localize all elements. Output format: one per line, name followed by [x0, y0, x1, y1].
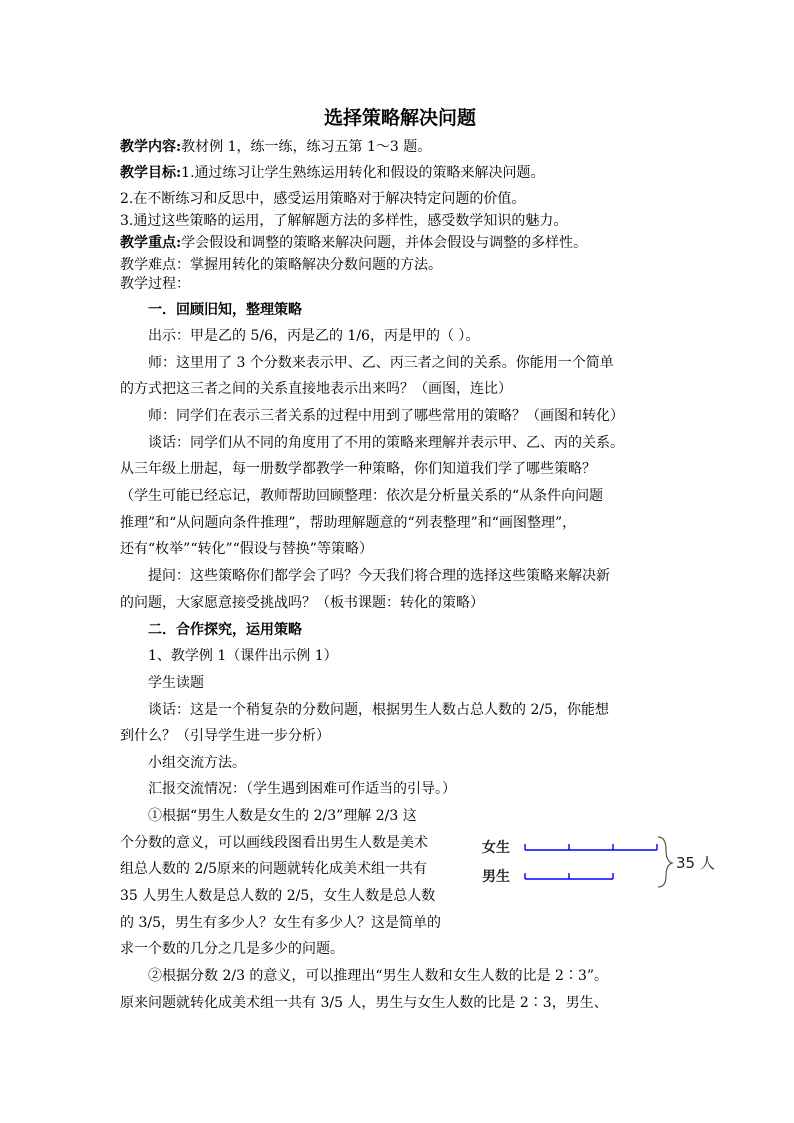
- paragraph-4-line-1: 谈话：同学们从不同的角度用了不用的策略来理解并表示甲、乙、丙的关系。: [148, 435, 624, 451]
- paragraph-2-line-2: 的方式把这三者之间的关系直接地表示出来吗？（画图，连比）: [120, 381, 512, 397]
- paragraph-4-line-2: 从三年级上册起，每一册数学都教学一种策略，你们知道我们学了哪些策略？: [120, 461, 596, 477]
- key-text: 学会假设和调整的策略来解决问题，并体会假设与调整的多样性。: [181, 235, 588, 251]
- teaching-key-point: [120, 234, 587, 252]
- paragraph-2-line-1: 师：这里用了 3 个分数来表示甲、乙、丙三者之间的关系。你能用一个简单: [148, 355, 614, 371]
- method-1-line-3: 组总人数的 2/5原来的问题就转化成美术组一共有: [120, 861, 427, 877]
- section-2-item-3-line-1: 谈话：这是一个稍复杂的分数问题，根据男生人数占总人数的 2/5，你能想: [148, 702, 609, 718]
- method-1-line-6: 求一个数的几分之几是多少的问题。: [120, 941, 344, 957]
- section-1-heading: 一．回顾旧知，整理策略: [148, 302, 302, 318]
- paragraph-4-line-3: （学生可能已经忘记，教师帮助回顾整理：依次是分析量关系的“从条件向问题: [120, 488, 604, 504]
- boys-segment-line: [525, 873, 613, 879]
- teaching-goals: [120, 164, 545, 182]
- line-segment-diagram: [480, 826, 725, 900]
- paragraph-4-line-5: 还有“枚举”“转化”“假设与替换”等策略）: [120, 541, 373, 557]
- method-1-line-2: 个分数的意义，可以画线段图看出男生人数是美术: [120, 835, 428, 851]
- section-2-item-3-line-2: 到什么？（引导学生进一步分析）: [120, 728, 330, 744]
- content-label: 教学内容:: [120, 139, 182, 155]
- teaching-difficulty: 教学难点：掌握用转化的策略解决分数问题的方法。: [120, 257, 442, 273]
- section-2-item-2: 学生读题: [148, 675, 204, 691]
- girls-label: 女生: [482, 840, 510, 856]
- doc-title: 选择策略解决问题: [323, 107, 476, 129]
- total-brace: [658, 837, 672, 887]
- method-1-line-1: ①根据“男生人数是女生的 2/3”理解 2/3 这: [148, 808, 417, 824]
- section-2-heading: 二．合作探究，运用策略: [148, 622, 302, 638]
- key-label: 教学重点:: [120, 235, 182, 251]
- teaching-process: 教学过程：: [120, 276, 190, 292]
- goal-2: 2.在不断练习和反思中，感受运用策略对于解决特定问题的价值。: [120, 191, 526, 207]
- method-2-line-2: 原来问题就转化成美术组一共有 3/5 人，男生与女生人数的比是 2∶3，男生、: [120, 995, 608, 1011]
- content-text: 教材例 1，练一练，练习五第 1～3 题。: [181, 139, 432, 155]
- paragraph-3: 师：同学们在表示三者关系的过程中用到了哪些常用的策略？（画图和转化）: [148, 408, 624, 424]
- boys-label: 男生: [482, 869, 510, 885]
- section-2-item-1: 1、教学例 1（课件出示例 1）: [148, 648, 338, 664]
- method-2-line-1: ②根据分数 2/3 的意义，可以推理出“男生人数和女生人数的比是 2∶3”。: [148, 968, 609, 984]
- goals-label: 教学目标:: [120, 165, 182, 181]
- method-1-line-4: 35 人男生人数是总人数的 2/5，女生人数是总人数: [120, 888, 436, 904]
- section-2-item-4: 小组交流方法。: [148, 755, 246, 771]
- paragraph-4-line-4: 推理”和“从问题向条件推理”，帮助理解题意的“列表整理”和“画图整理”，: [120, 515, 577, 531]
- teaching-content: [120, 138, 431, 156]
- goal-3: 3.通过这些策略的运用，了解解题方法的多样性，感受数学知识的魅力。: [120, 213, 568, 229]
- paragraph-5-line-1: 提问：这些策略你们都学会了吗？今天我们将合理的选择这些策略来解决新: [148, 568, 610, 584]
- goal-1: 1.通过练习让学生熟练运用转化和假设的策略来解决问题。: [181, 165, 545, 181]
- method-1-line-5: 的 3/5，男生有多少人？女生有多少人？这是简单的: [120, 915, 441, 931]
- girls-segment-line: [525, 844, 657, 850]
- total-label: 35 人: [676, 854, 715, 872]
- paragraph-5-line-2: 的问题，大家愿意接受挑战吗？（板书课题：转化的策略）: [120, 595, 484, 611]
- diagram-svg: [480, 826, 725, 900]
- section-2-item-5: 汇报交流情况：（学生遇到困难可作适当的引导。）: [148, 781, 456, 797]
- paragraph-1: 出示：甲是乙的 5/6，丙是乙的 1/6，丙是甲的（ ）。: [148, 328, 480, 344]
